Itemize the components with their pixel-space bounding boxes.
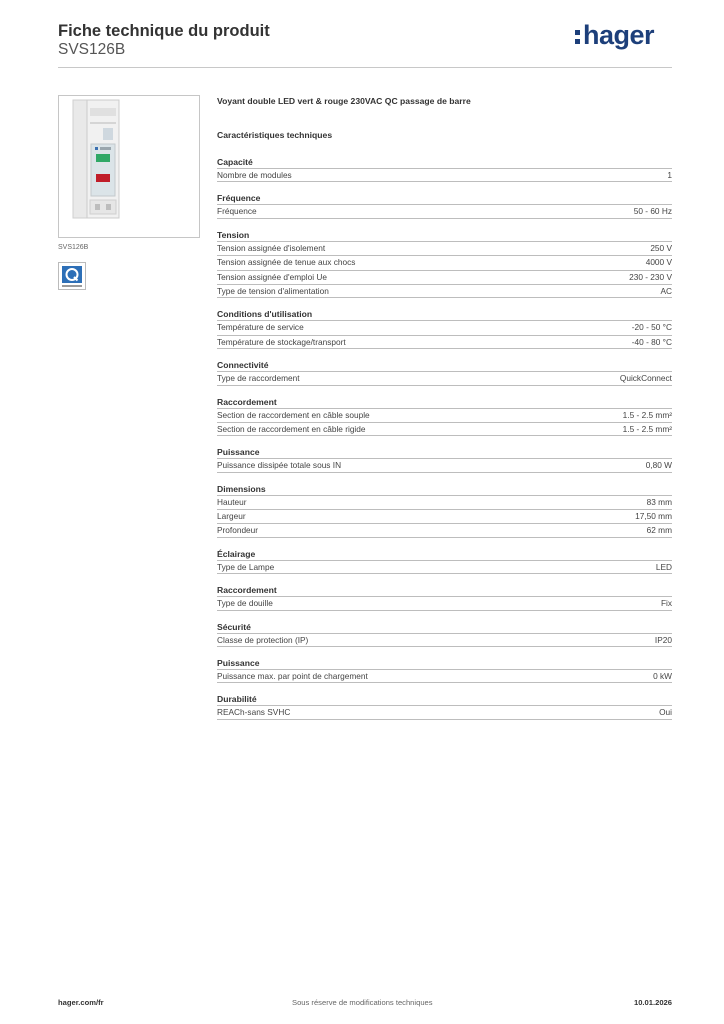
logo-text: hager	[582, 20, 654, 50]
spec-label: REACh-sans SVHC	[217, 707, 291, 718]
spec-group	[217, 308, 672, 359]
spec-value: 50 - 60 Hz	[633, 206, 672, 217]
spec-value: IP20	[654, 634, 672, 645]
spec-label: Hauteur	[217, 496, 247, 507]
spec-label: Nombre de modules	[217, 170, 292, 180]
page-title: Fiche technique du produit	[58, 22, 270, 40]
spec-label: Température de stockage/transport	[217, 336, 346, 347]
spec-label: Section de raccordement en câble rigide	[217, 423, 366, 434]
spec-label: Largeur	[217, 511, 246, 522]
spec-group-title: Dimensions	[217, 483, 266, 494]
spec-group-title: Conditions d'utilisation	[217, 309, 313, 320]
product-description: Voyant double LED vert & rouge 230VAC QC passage de barre	[217, 96, 471, 106]
spec-group	[217, 621, 672, 657]
spec-value: 250 V	[650, 242, 672, 253]
spec-label: Tension assignée d'emploi Ue	[217, 271, 327, 282]
product-image	[58, 95, 200, 238]
spec-row	[217, 458, 672, 472]
spec-content	[217, 96, 672, 730]
spec-group-title: Durabilité	[217, 694, 257, 705]
spec-row	[217, 509, 672, 523]
quality-certification-icon	[58, 262, 86, 290]
spec-label: Type de Lampe	[217, 561, 275, 572]
spec-groups	[217, 156, 672, 730]
spec-row	[217, 705, 672, 719]
spec-row	[217, 371, 672, 385]
spec-value: 1.5 - 2.5 mm²	[622, 409, 672, 420]
spec-group	[217, 693, 672, 729]
spec-group	[217, 396, 672, 447]
spec-row	[217, 284, 672, 298]
spec-group	[217, 584, 672, 620]
spec-label: Classe de protection (IP)	[217, 634, 309, 645]
spec-group-title: Puissance	[217, 658, 260, 669]
spec-value: 17,50 mm	[635, 511, 672, 522]
spec-row	[217, 241, 672, 255]
spec-row	[217, 495, 672, 509]
spec-label: Type de tension d'alimentation	[217, 285, 329, 296]
spec-group	[217, 657, 672, 693]
spec-group	[217, 446, 672, 482]
spec-value: -40 - 80 °C	[631, 336, 672, 347]
spec-value: 230 - 230 V	[629, 271, 672, 282]
spec-value: QuickConnect	[619, 373, 672, 384]
spec-label: Fréquence	[217, 206, 257, 217]
spec-value: LED	[655, 561, 672, 572]
spec-row	[217, 422, 672, 436]
header-divider	[58, 67, 672, 68]
spec-value: Fix	[660, 598, 672, 609]
spec-row	[217, 560, 672, 574]
spec-row	[217, 408, 672, 422]
spec-value: 1	[667, 170, 672, 180]
spec-row	[217, 523, 672, 537]
logo-dots-icon	[575, 26, 581, 46]
hager-logo	[575, 20, 654, 51]
footer-note: Sous réserve de modifications techniques	[292, 998, 433, 1007]
spec-row	[217, 204, 672, 218]
spec-group	[217, 548, 672, 584]
spec-value: 0,80 W	[645, 460, 672, 471]
spec-row	[217, 320, 672, 334]
spec-group-title: Puissance	[217, 447, 260, 458]
spec-value: -20 - 50 °C	[631, 322, 672, 333]
spec-group	[217, 359, 672, 395]
spec-group-title: Capacité	[217, 157, 253, 167]
spec-row	[217, 596, 672, 610]
spec-group-title: Sécurité	[217, 621, 251, 632]
modular-indicator-device-icon	[59, 96, 199, 237]
spec-row	[217, 255, 672, 269]
footer-website: hager.com/fr	[58, 998, 104, 1007]
spec-group	[217, 229, 672, 309]
spec-value: 83 mm	[646, 496, 672, 507]
spec-group	[217, 483, 672, 548]
spec-label: Tension assignée de tenue aux chocs	[217, 257, 356, 268]
spec-label: Puissance max. par point de chargement	[217, 671, 368, 682]
spec-value: 0 kW	[653, 671, 672, 682]
spec-value: 4000 V	[645, 257, 672, 268]
spec-label: Type de raccordement	[217, 373, 300, 384]
spec-label: Puissance dissipée totale sous IN	[217, 460, 342, 471]
spec-group	[217, 156, 672, 192]
spec-group-title: Connectivité	[217, 360, 269, 371]
spec-label: Type de douille	[217, 598, 273, 609]
spec-group	[217, 192, 672, 228]
spec-value: 62 mm	[646, 525, 672, 536]
spec-label: Section de raccordement en câble souple	[217, 409, 370, 420]
spec-group-title: Raccordement	[217, 396, 277, 407]
spec-section-title: Caractéristiques techniques	[217, 130, 333, 140]
image-caption: SVS126B	[58, 244, 89, 251]
spec-row	[217, 335, 672, 349]
spec-value: 1.5 - 2.5 mm²	[622, 423, 672, 434]
spec-value: Oui	[659, 707, 672, 718]
spec-group-title: Éclairage	[217, 548, 256, 559]
spec-value: AC	[660, 285, 672, 296]
product-reference: SVS126B	[58, 41, 126, 58]
spec-group-title: Raccordement	[217, 585, 277, 596]
footer-date: 10.01.2026	[633, 998, 672, 1007]
page-header	[58, 20, 672, 68]
spec-row	[217, 669, 672, 683]
spec-row	[217, 168, 672, 182]
spec-label: Profondeur	[217, 525, 259, 536]
spec-row	[217, 633, 672, 647]
spec-label: Température de service	[217, 322, 304, 333]
spec-label: Tension assignée d'isolement	[217, 242, 326, 253]
spec-group-title: Tension	[217, 229, 250, 240]
spec-row	[217, 270, 672, 284]
spec-group-title: Fréquence	[217, 193, 261, 204]
